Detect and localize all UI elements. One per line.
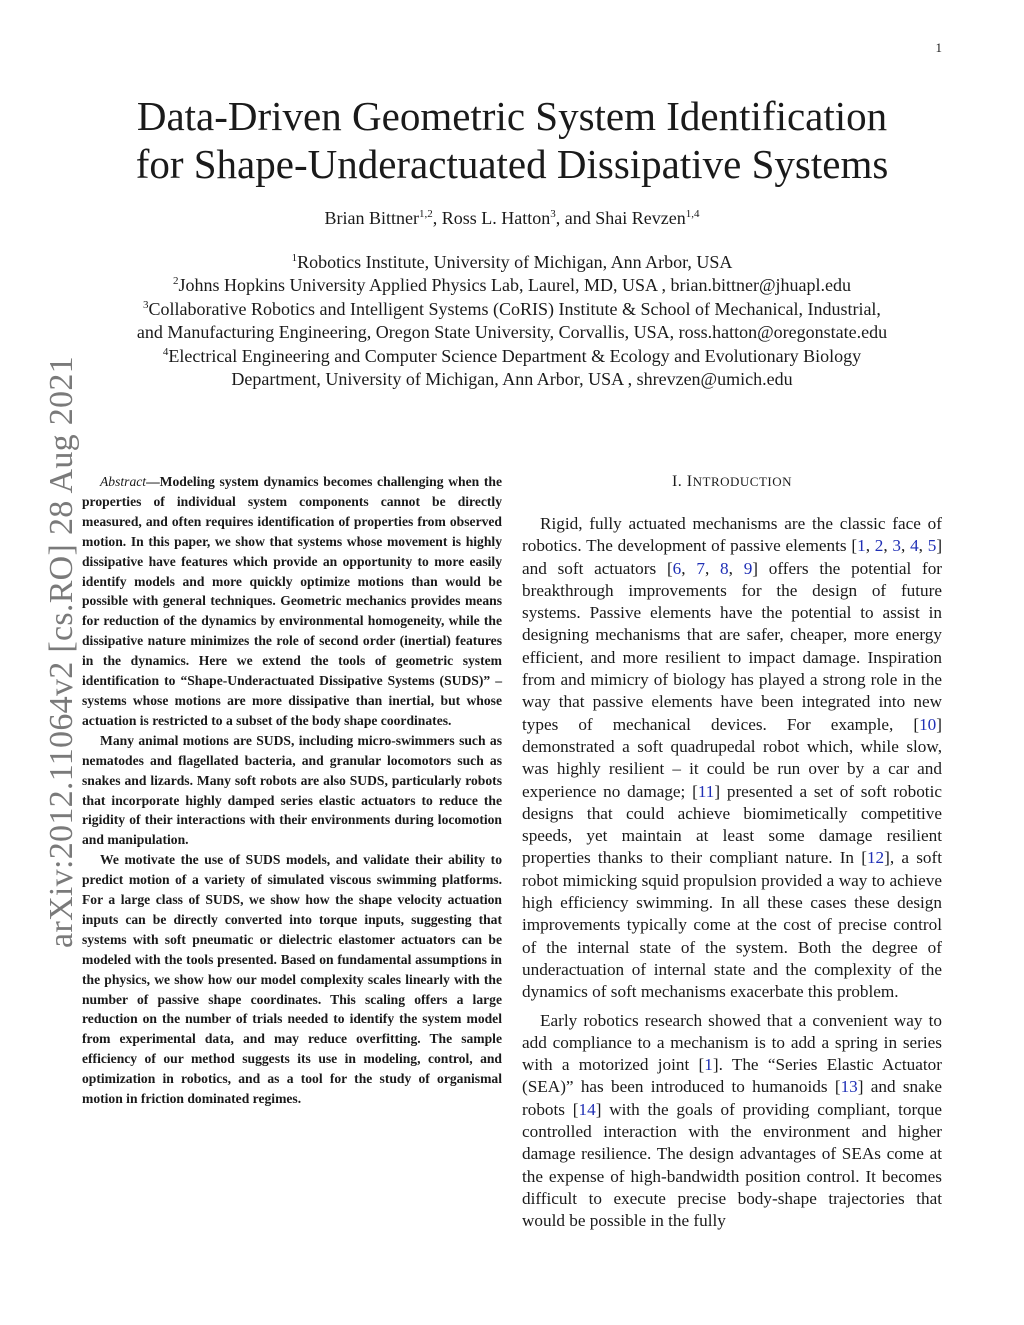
author-1-sup: 1,2 (419, 208, 433, 220)
author-1: Brian Bittner (324, 208, 419, 228)
section-title-initial: I (686, 473, 693, 490)
affiliation-sup: 2 (172, 275, 179, 288)
introduction-body (522, 513, 942, 1239)
citation-link[interactable]: 14 (578, 1099, 596, 1119)
section-heading-introduction (522, 473, 942, 491)
affiliation-text: Electrical Engineering and Computer Science Department & Ecology and Evolutionary Biology (168, 345, 862, 366)
affiliation-line (60, 321, 964, 344)
citation-link[interactable]: 13 (840, 1077, 858, 1097)
citation-link[interactable]: 5 (927, 536, 937, 556)
citation-link[interactable]: 8 (720, 558, 729, 578)
citation-link[interactable]: 1 (857, 536, 866, 556)
page-number: 1 (935, 40, 942, 55)
citation-link[interactable]: 11 (697, 781, 715, 801)
citation-link[interactable]: 3 (892, 536, 901, 556)
citation-link[interactable]: 10 (919, 714, 937, 734)
author-2-sup: 3 (550, 208, 556, 220)
affiliation-line (60, 345, 964, 368)
author-3: , and Shai Revzen (555, 208, 686, 228)
author-2: , Ross L. Hatton (432, 208, 551, 228)
affiliation-text: Johns Hopkins University Applied Physics Lab, Laurel, MD, USA , brian.bittner@jhuapl.edu (178, 275, 851, 296)
affiliation-text: and Manufacturing Engineering, Oregon State University, Corvallis, USA, ross.hatton@oregonstate.edu (136, 322, 888, 343)
citation-link[interactable]: 2 (874, 536, 884, 556)
abstract-label: Abstract (100, 474, 147, 489)
affiliation-line (60, 368, 964, 391)
affiliation-line (60, 298, 964, 321)
abstract-paragraph: We motivate the use of SUDS models, and validate their ability to predict motion of a variety of simulated viscous swimming platforms. For a large class of SUDS, we show how the shape velocity actuation inputs can be directly converted into torque inputs, suggesting that systems with soft pneumatic or dielectric elastomer actuators can be modeled with the tools presented. Based on fundamental assumptions in the physics, we show how our model complexity scales linearly with the number of passive shape coordinates. This scaling offers a large reduction on the number of trials needed to identify the system model from experimental data, and may reduce overfitting. The sample efficiency of our method suggests its use in modeling, control, and optimization in robotics, and as a tool for the study of organismal motion in friction dominated regimes. (82, 852, 502, 1107)
affiliation-sup: 4 (162, 345, 169, 358)
section-number: I. (671, 473, 687, 490)
paper-title (100, 92, 924, 188)
citation-link[interactable]: 4 (910, 536, 919, 556)
citation-link[interactable]: 6 (672, 558, 682, 578)
abstract (82, 472, 502, 1109)
author-3-sup: 1,4 (685, 208, 700, 220)
affiliations (60, 251, 964, 391)
title-line-1: Data-Driven Geometric System Identification (136, 93, 888, 139)
intro-paragraph: Rigid, fully actuated mechanisms are the classic face of robotics. The development of passive elements [1, 2, 3, 4, 5] and soft actuators [6, 7, 8, 9] offers the potential for breakthrough improvements for the design of future systems. Passive elements have the potential to assist in designing mechanisms that are safer, cheaper, more energy efficient, and more resilient to impact damage. Inspiration from and mimicry of biology has played a strong role in the way that passive elements have been integrated into new types of mechanical devices. For example, [10] demonstrated a soft quadrupedal robot which, while slow, was highly resilient – it could be run over by a car and experience no damage; [11] presented a set of soft robotic designs that could achieve biomimetically competitive speeds, yet maintain at least some damage resilient properties thanks to their compliant nature. In [12], a soft robot mimicking squid propulsion provided a way to achieve high efficiency swimming. In all these cases these design improvements typically come at the cost of precise control of the internal state of the system. Both the degree of underactuation of internal state and the complexity of the dynamics of soft mechanisms exacerbate this problem. (522, 514, 943, 1002)
affiliation-text: Department, University of Michigan, Ann Arbor, USA , shrevzen@umich.edu (231, 369, 793, 390)
abstract-paragraph: Many animal motions are SUDS, including micro-swimmers such as nematodes and flagellated bacteria, and granular locomotors such as snakes and lizards. Many soft robots are also SUDS, particularly robots that incorporate highly damped series elastic actuators to reduce the rigidity of their interactions with their environments during locomotion and manipulation. (82, 732, 502, 848)
abstract-paragraph (82, 472, 502, 731)
affiliation-sup: 3 (143, 298, 149, 311)
arxiv-stamp: arXiv:2012.11064v2 [cs.RO] 28 Aug 2021 (43, 356, 80, 948)
citation-link[interactable]: 12 (866, 848, 885, 868)
affiliation-sup: 1 (291, 252, 298, 264)
citation-link[interactable]: 7 (696, 558, 705, 578)
author-list (100, 208, 924, 229)
affiliation-text: Collaborative Robotics and Intelligent Systems (CoRIS) Institute & School of Mechanical, Industrial, (148, 298, 881, 319)
affiliation-text: Robotics Institute, University of Michigan, Ann Arbor, USA (297, 252, 733, 272)
citation-link[interactable]: 9 (743, 558, 753, 578)
abstract-text: —Modeling system dynamics becomes challenging when the properties of individual system components cannot be directly measured, and often requires identification of properties from observed motion. In this paper, we show that systems whose movement is highly dissipative have features which provide an opportunity to more easily identify models and more quickly optimize motions than would be possible with general techniques. Geometric mechanics provides means for reduction of the dynamics by environmental homogeneity, while the dissipative nature minimizes the role of second order (inertial) features in the dynamics. Here we extend the tools of geometric system identification to “Shape-Underactuated Dissipative Systems (SUDS)” – systems whose motions are more dissipative than inertial, but whose actuation is restricted to a subset of the body shape coordinates. (82, 474, 502, 728)
citation-link[interactable]: 1 (704, 1055, 713, 1075)
affiliation-line (60, 274, 964, 297)
intro-paragraph: Early robotics research showed that a convenient way to add compliance to a mechanism is to add a spring in series with a motorized joint [1]. The “Series Elastic Actuator (SEA)” has been introduced to humanoids [13] and snake robots [14] with the goals of providing compliant, torque controlled interaction with the environment and higher damage resilience. The design advantages of SEAs come at the expense of high-bandwidth position control. It becomes difficult to execute precise body-shape trajectories that would be possible in the fully (522, 1010, 942, 1231)
section-title-rest: NTRODUCTION (692, 474, 793, 489)
affiliation-line (60, 251, 964, 274)
title-line-2: for Shape-Underactuated Dissipative Systems (135, 141, 889, 187)
